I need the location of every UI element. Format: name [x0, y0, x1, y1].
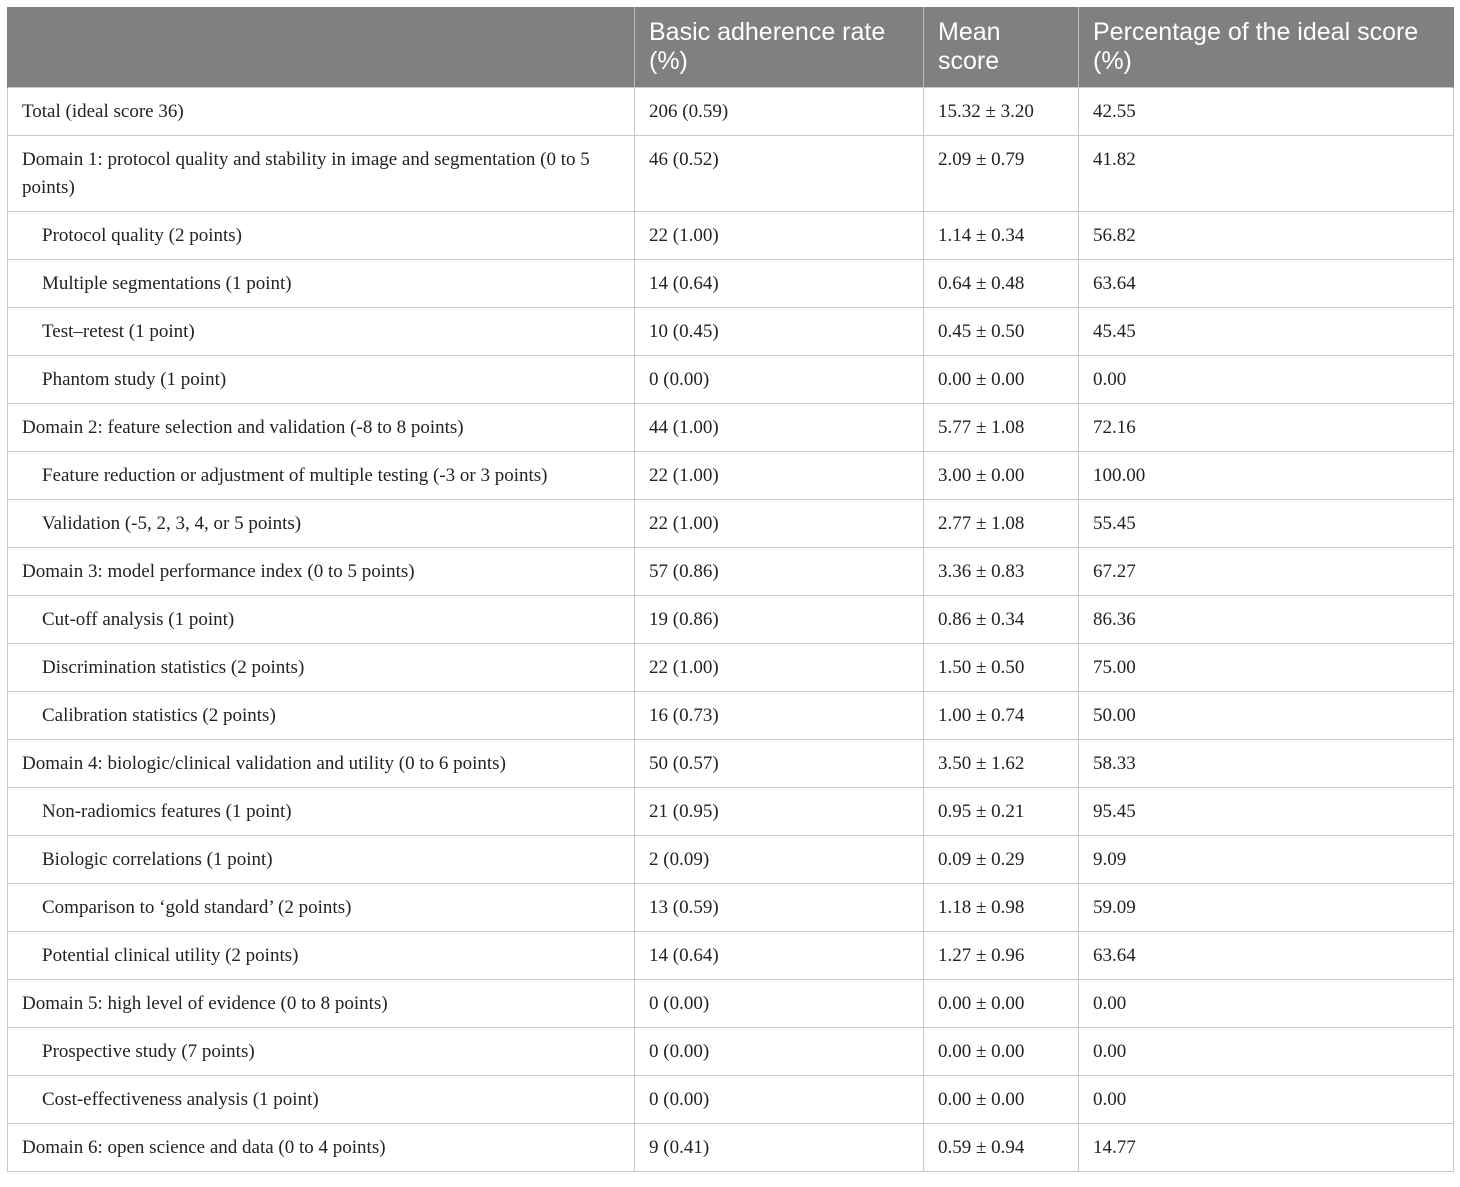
- row-adherence: 2 (0.09): [635, 836, 924, 884]
- row-percentage: 55.45: [1079, 500, 1454, 548]
- row-percentage: 0.00: [1079, 1028, 1454, 1076]
- row-adherence: 21 (0.95): [635, 788, 924, 836]
- row-mean: 1.27 ± 0.96: [924, 932, 1079, 980]
- row-mean: 3.36 ± 0.83: [924, 548, 1079, 596]
- row-mean: 0.00 ± 0.00: [924, 980, 1079, 1028]
- header-item: [8, 7, 635, 88]
- row-label: Discrimination statistics (2 points): [8, 644, 635, 692]
- row-mean: 1.14 ± 0.34: [924, 212, 1079, 260]
- table-row-domain-3: [8, 548, 1454, 596]
- row-mean: 1.18 ± 0.98: [924, 884, 1079, 932]
- row-label: Domain 2: feature selection and validation (-8 to 8 points): [8, 404, 635, 452]
- row-percentage: 75.00: [1079, 644, 1454, 692]
- row-adherence: 22 (1.00): [635, 500, 924, 548]
- table-row-total: [8, 88, 1454, 136]
- table-row: [8, 356, 1454, 404]
- row-adherence: 13 (0.59): [635, 884, 924, 932]
- row-adherence: 22 (1.00): [635, 452, 924, 500]
- row-mean: 3.50 ± 1.62: [924, 740, 1079, 788]
- row-mean: 15.32 ± 3.20: [924, 88, 1079, 136]
- row-adherence: 0 (0.00): [635, 356, 924, 404]
- row-adherence: 50 (0.57): [635, 740, 924, 788]
- rqs-score-table: [7, 7, 1454, 1172]
- header-row: [8, 7, 1454, 88]
- row-label: Non-radiomics features (1 point): [8, 788, 635, 836]
- row-adherence: 22 (1.00): [635, 644, 924, 692]
- table-row-domain-5: [8, 980, 1454, 1028]
- row-adherence: 44 (1.00): [635, 404, 924, 452]
- row-mean: 2.09 ± 0.79: [924, 136, 1079, 212]
- row-label: Total (ideal score 36): [8, 88, 635, 136]
- table-row: [8, 788, 1454, 836]
- table-row: [8, 1028, 1454, 1076]
- row-percentage: 86.36: [1079, 596, 1454, 644]
- row-mean: 2.77 ± 1.08: [924, 500, 1079, 548]
- row-label: Domain 1: protocol quality and stability in image and segmentation (0 to 5 points): [8, 136, 635, 212]
- row-percentage: 59.09: [1079, 884, 1454, 932]
- row-adherence: 46 (0.52): [635, 136, 924, 212]
- table-row: [8, 212, 1454, 260]
- row-mean: 0.00 ± 0.00: [924, 356, 1079, 404]
- row-mean: 1.00 ± 0.74: [924, 692, 1079, 740]
- row-label: Potential clinical utility (2 points): [8, 932, 635, 980]
- table-row-domain-2: [8, 404, 1454, 452]
- row-percentage: 58.33: [1079, 740, 1454, 788]
- row-label: Feature reduction or adjustment of multiple testing (-3 or 3 points): [8, 452, 635, 500]
- row-percentage: 50.00: [1079, 692, 1454, 740]
- row-adherence: 0 (0.00): [635, 1028, 924, 1076]
- row-adherence: 16 (0.73): [635, 692, 924, 740]
- row-label: Phantom study (1 point): [8, 356, 635, 404]
- table-row: [8, 260, 1454, 308]
- table-header: [8, 7, 1454, 88]
- table-body: [8, 88, 1454, 1172]
- row-mean: 0.86 ± 0.34: [924, 596, 1079, 644]
- row-mean: 0.45 ± 0.50: [924, 308, 1079, 356]
- row-percentage: 95.45: [1079, 788, 1454, 836]
- header-percentage-ideal-score: Percentage of the ideal score (%): [1079, 7, 1454, 88]
- table-row: [8, 500, 1454, 548]
- row-label: Domain 3: model performance index (0 to 5 points): [8, 548, 635, 596]
- row-percentage: 63.64: [1079, 260, 1454, 308]
- row-percentage: 9.09: [1079, 836, 1454, 884]
- row-percentage: 14.77: [1079, 1124, 1454, 1172]
- row-percentage: 0.00: [1079, 980, 1454, 1028]
- row-adherence: 10 (0.45): [635, 308, 924, 356]
- table-container: [7, 7, 1453, 1172]
- row-percentage: 72.16: [1079, 404, 1454, 452]
- table-row: [8, 836, 1454, 884]
- table-row: [8, 1076, 1454, 1124]
- row-mean: 0.95 ± 0.21: [924, 788, 1079, 836]
- row-percentage: 45.45: [1079, 308, 1454, 356]
- row-adherence: 22 (1.00): [635, 212, 924, 260]
- header-mean-score: Mean score: [924, 7, 1079, 88]
- table-row-domain-4: [8, 740, 1454, 788]
- row-adherence: 0 (0.00): [635, 1076, 924, 1124]
- row-percentage: 0.00: [1079, 356, 1454, 404]
- table-row-domain-1: [8, 136, 1454, 212]
- table-row: [8, 692, 1454, 740]
- row-adherence: 19 (0.86): [635, 596, 924, 644]
- table-row: [8, 884, 1454, 932]
- row-label: Test–retest (1 point): [8, 308, 635, 356]
- row-percentage: 56.82: [1079, 212, 1454, 260]
- row-percentage: 63.64: [1079, 932, 1454, 980]
- row-label: Protocol quality (2 points): [8, 212, 635, 260]
- row-percentage: 100.00: [1079, 452, 1454, 500]
- row-adherence: 14 (0.64): [635, 260, 924, 308]
- table-row: [8, 596, 1454, 644]
- row-percentage: 42.55: [1079, 88, 1454, 136]
- table-row: [8, 308, 1454, 356]
- row-mean: 1.50 ± 0.50: [924, 644, 1079, 692]
- row-mean: 0.09 ± 0.29: [924, 836, 1079, 884]
- table-row: [8, 452, 1454, 500]
- row-mean: 0.00 ± 0.00: [924, 1028, 1079, 1076]
- table-row-domain-6: [8, 1124, 1454, 1172]
- row-label: Cost-effectiveness analysis (1 point): [8, 1076, 635, 1124]
- row-mean: 3.00 ± 0.00: [924, 452, 1079, 500]
- row-adherence: 0 (0.00): [635, 980, 924, 1028]
- row-label: Prospective study (7 points): [8, 1028, 635, 1076]
- table-row: [8, 932, 1454, 980]
- row-percentage: 41.82: [1079, 136, 1454, 212]
- row-percentage: 0.00: [1079, 1076, 1454, 1124]
- row-label: Domain 5: high level of evidence (0 to 8 points): [8, 980, 635, 1028]
- row-label: Calibration statistics (2 points): [8, 692, 635, 740]
- table-row: [8, 644, 1454, 692]
- row-label: Domain 6: open science and data (0 to 4 points): [8, 1124, 635, 1172]
- header-basic-adherence-rate: Basic adherence rate (%): [635, 7, 924, 88]
- row-label: Multiple segmentations (1 point): [8, 260, 635, 308]
- row-adherence: 206 (0.59): [635, 88, 924, 136]
- row-label: Cut-off analysis (1 point): [8, 596, 635, 644]
- row-adherence: 9 (0.41): [635, 1124, 924, 1172]
- row-adherence: 14 (0.64): [635, 932, 924, 980]
- row-mean: 5.77 ± 1.08: [924, 404, 1079, 452]
- row-adherence: 57 (0.86): [635, 548, 924, 596]
- row-mean: 0.64 ± 0.48: [924, 260, 1079, 308]
- row-label: Comparison to ‘gold standard’ (2 points): [8, 884, 635, 932]
- row-mean: 0.00 ± 0.00: [924, 1076, 1079, 1124]
- row-label: Validation (-5, 2, 3, 4, or 5 points): [8, 500, 635, 548]
- row-label: Domain 4: biologic/clinical validation and utility (0 to 6 points): [8, 740, 635, 788]
- row-percentage: 67.27: [1079, 548, 1454, 596]
- row-mean: 0.59 ± 0.94: [924, 1124, 1079, 1172]
- row-label: Biologic correlations (1 point): [8, 836, 635, 884]
